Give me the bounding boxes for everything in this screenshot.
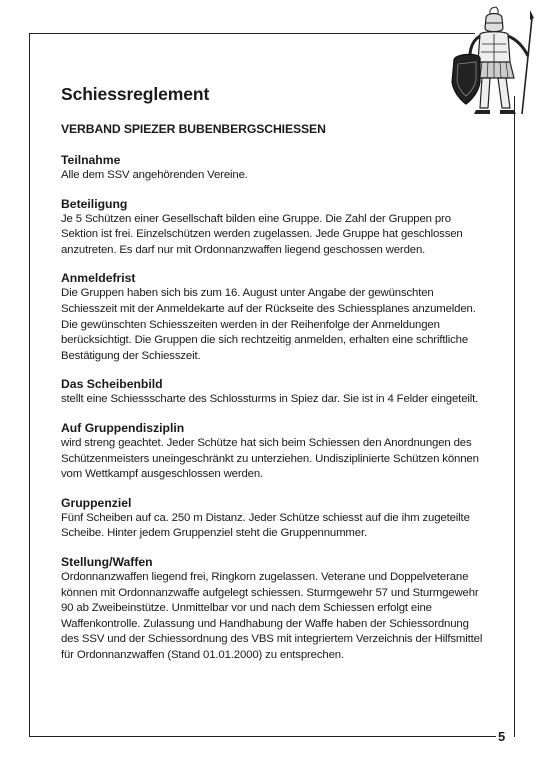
page-frame-left-line xyxy=(29,33,30,737)
section-heading: Stellung/Waffen xyxy=(61,554,153,569)
page-subtitle: VERBAND SPIEZER BUBENBERGSCHIESSEN xyxy=(61,122,326,136)
document-content xyxy=(61,84,486,675)
section-beteiligung xyxy=(61,196,486,259)
section-heading: Anmeldefrist xyxy=(61,271,136,286)
page-frame-bottom-line xyxy=(29,736,496,737)
page-number: 5 xyxy=(498,729,506,744)
section-scheibenbild xyxy=(61,376,486,408)
section-text: Alle dem SSV angehörenden Vereine. xyxy=(61,169,248,181)
section-gruppenziel xyxy=(61,495,486,542)
section-text: Ordonnanzwaffen liegend frei, Ringkorn zugelassen. Veterane und Doppelveterane können mit Ordonnanzwaffe aufgelegt schiessen. Sturmgewehr 57 und Sturmgewehr 90 ab Zweibeinstütze. Unmittelbar vor und nach dem Schiessen erfolgt eine Waffenkontrolle. Zulassung und Handhabung der Waffe haben der Schiessordnung des SSV und der Schiessordnung des VBS mit integriertem Verzeichnis der Hilfsmittel für Ordonnanzwaffen (Stand 01.01.2000) zu entsprechen. xyxy=(61,570,483,661)
section-gruppendisziplin xyxy=(61,420,486,483)
page-frame-right-line xyxy=(514,96,515,737)
section-teilnahme xyxy=(61,152,486,184)
section-anmeldefrist xyxy=(61,270,486,364)
section-text: Fünf Scheiben auf ca. 250 m Distanz. Jeder Schütze schiesst auf die ihm zugeteilte Scheibe. Hinter jedem Gruppenziel steht die Gruppennummer. xyxy=(61,511,470,540)
section-heading: Beteiligung xyxy=(61,196,128,211)
section-text: wird streng geachtet. Jeder Schütze hat sich beim Schiessen den Anordnungen des Schützenmeisters uneingeschränkt zu unterziehen. Undisziplinierte Schützen können vom Wettkampf ausgeschlossen werden. xyxy=(61,436,479,481)
section-heading: Auf Gruppendisziplin xyxy=(61,420,185,435)
section-stellung-waffen xyxy=(61,554,486,664)
section-text: stellt eine Schiessscharte des Schlossturms in Spiez dar. Sie ist in 4 Felder eingeteilt. xyxy=(61,393,479,406)
section-text: Je 5 Schützen einer Gesellschaft bilden eine Gruppe. Die Zahl der Gruppen pro Sektion ist frei. Einzelschützen werden zugelassen. Jede Gruppe hat geschlossen anzutreten. Es darf nur mit Ordonnanzwaffen liegend geschossen werden. xyxy=(61,212,463,256)
section-heading: Teilnahme xyxy=(61,153,121,167)
page-frame-top-line xyxy=(29,33,475,34)
section-heading: Gruppenziel xyxy=(61,495,132,510)
page-title: Schiessreglement xyxy=(61,84,210,104)
section-heading: Das Scheibenbild xyxy=(61,377,163,392)
section-text: Die Gruppen haben sich bis zum 16. August unter Angabe der gewünschten Schiesszeit mit der Anmeldekarte auf der Rückseite des Schiessplanes anzumelden. Die gewünschten Schiesszeiten werden in der Reihenfolge der Anmeldungen berücksichtigt. Die Gruppen die sich rechtzeitig anmelden, erhalten eine schriftliche Bestätigung der Schiesszeit. xyxy=(61,287,476,362)
